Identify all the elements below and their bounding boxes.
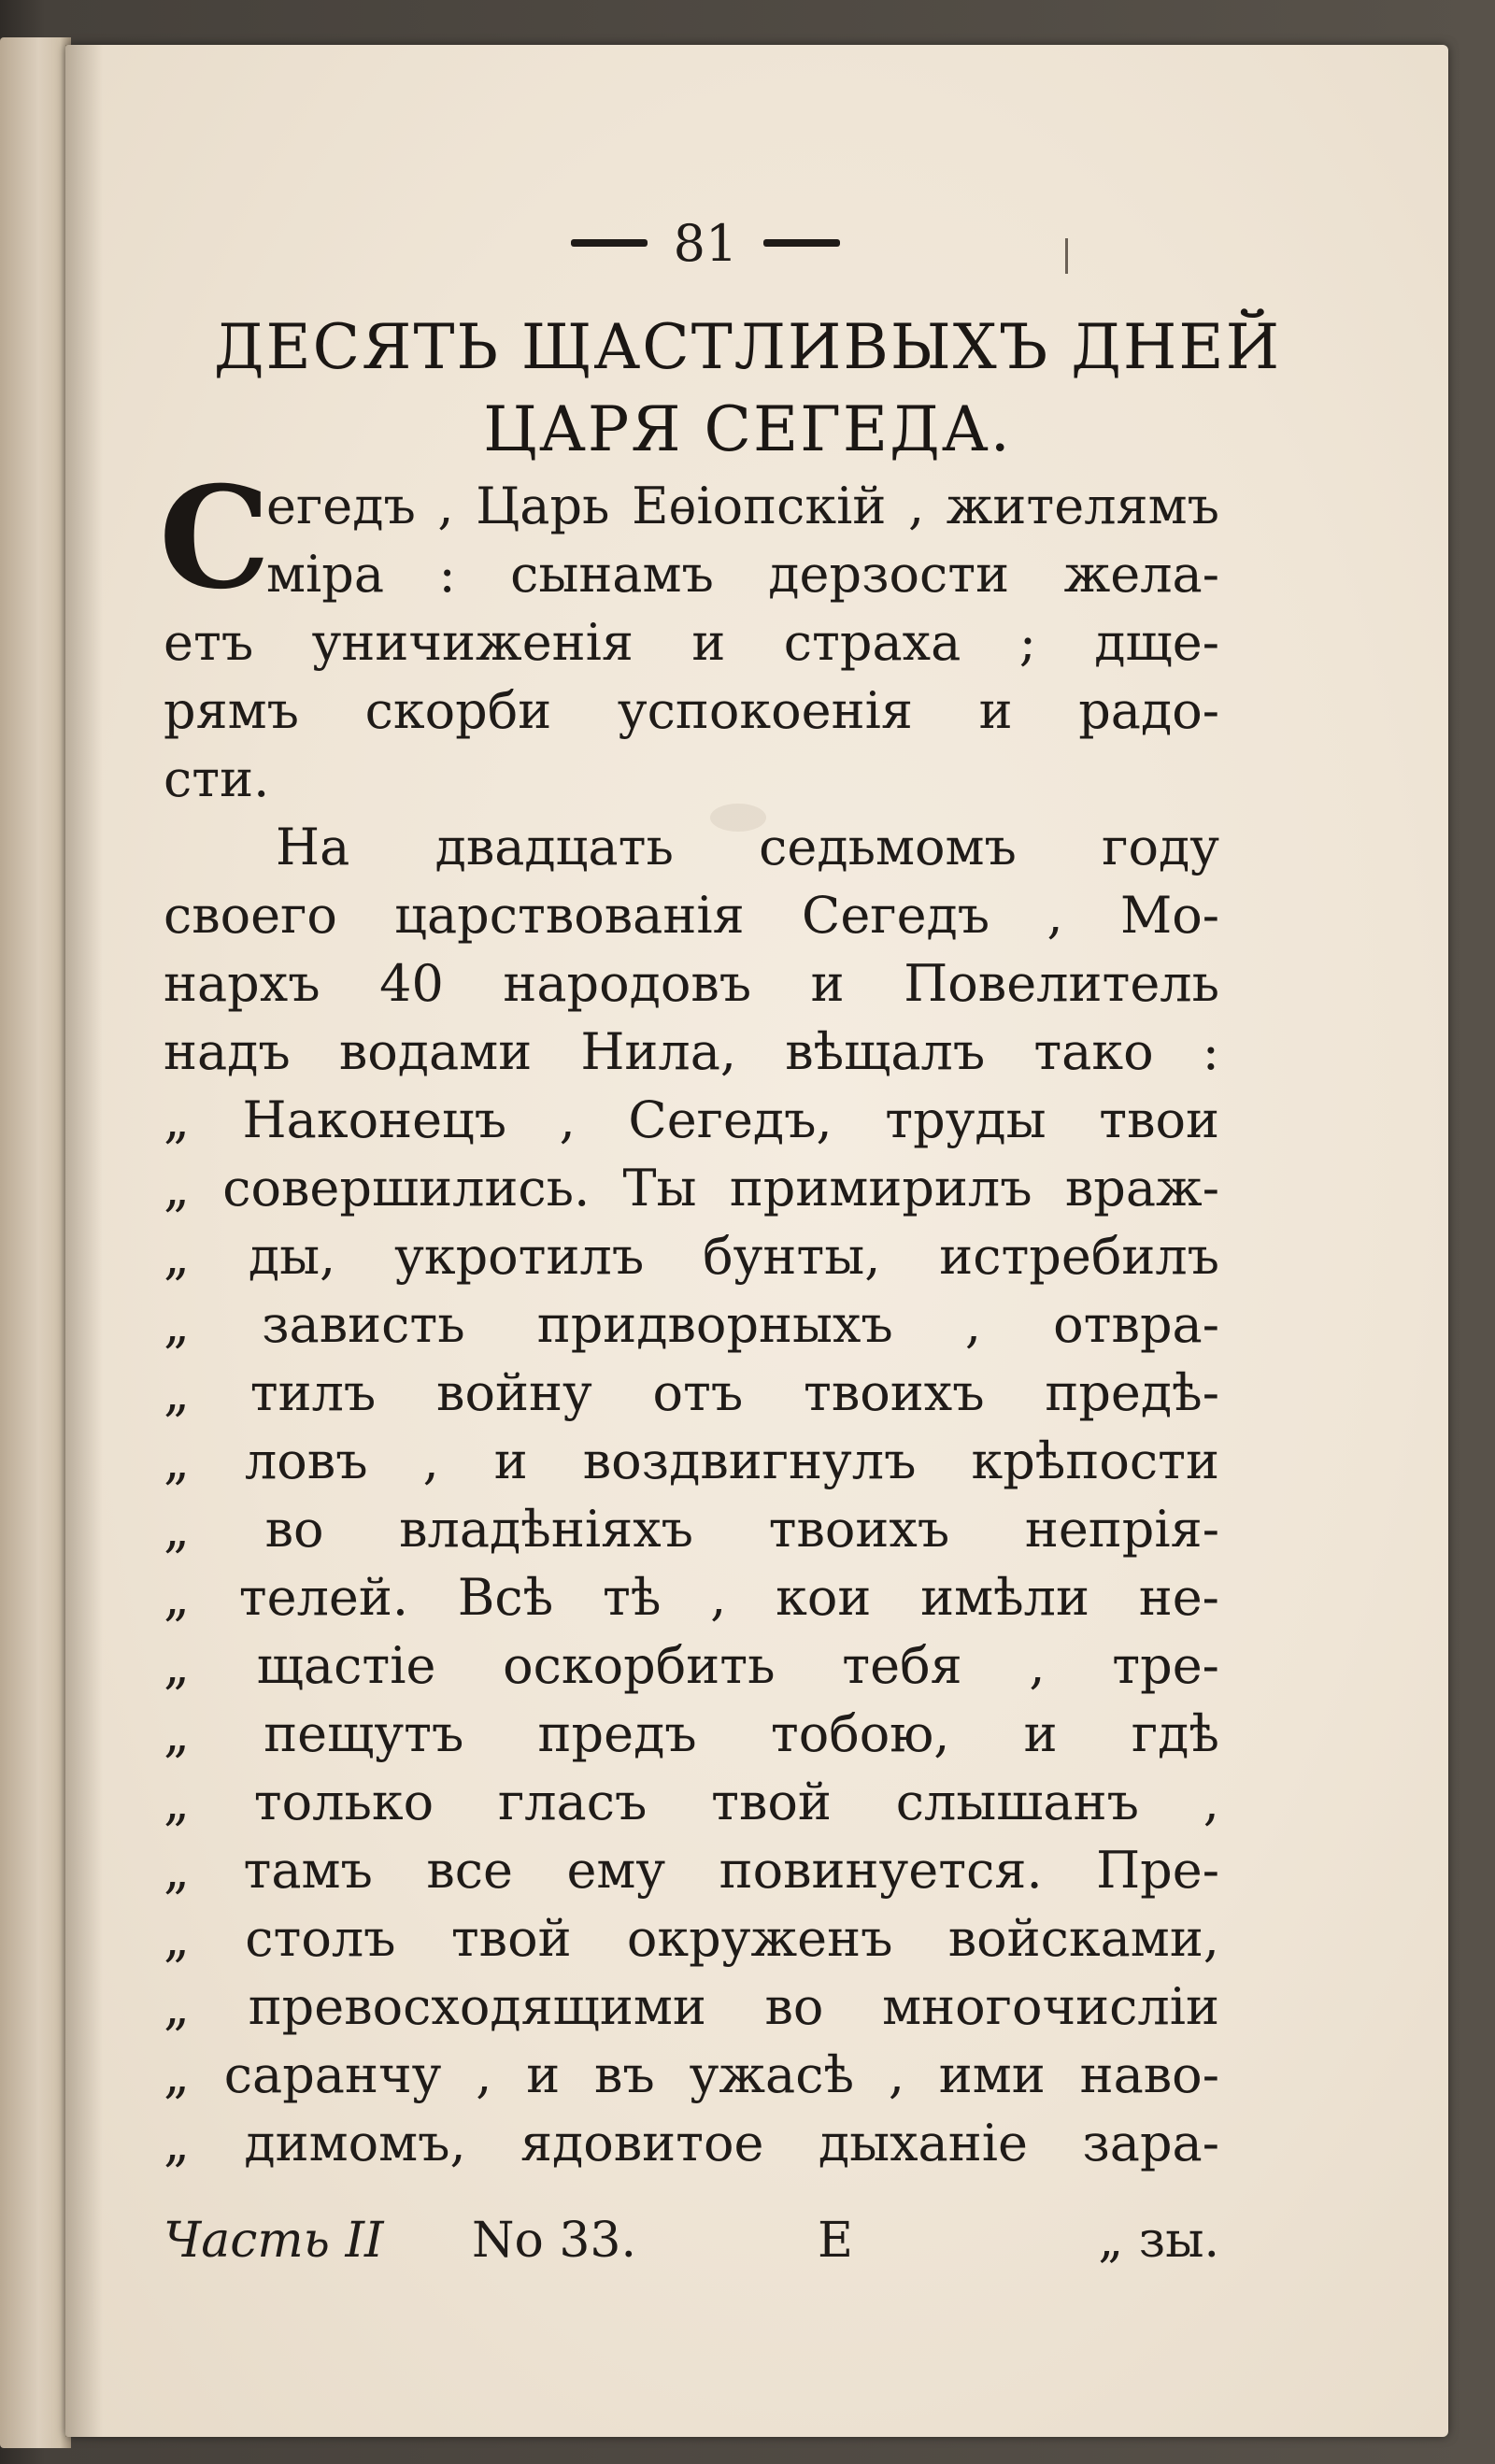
word: отъ bbox=[652, 1363, 744, 1422]
word: Мо- bbox=[1119, 886, 1219, 945]
word: , bbox=[1029, 1636, 1046, 1695]
word: во bbox=[764, 1977, 824, 2036]
text-line bbox=[164, 2109, 1219, 2177]
text-line bbox=[164, 1018, 1219, 1086]
word: „ bbox=[164, 1159, 190, 1218]
word: „ bbox=[164, 1636, 190, 1695]
word: „ bbox=[164, 2045, 190, 2104]
word: тобою, bbox=[770, 1704, 950, 1763]
word: зависть bbox=[262, 1295, 465, 1354]
word: ядовитое bbox=[520, 2114, 764, 2172]
word: , bbox=[559, 1090, 576, 1149]
word: твой bbox=[450, 1909, 572, 1968]
footer-sheet-letter: Е bbox=[818, 2213, 853, 2269]
word: уничиженія bbox=[311, 613, 634, 672]
word: тѣ bbox=[602, 1568, 662, 1627]
word: народовъ bbox=[503, 954, 752, 1013]
word: успокоенія bbox=[617, 681, 913, 740]
page-number: 81 bbox=[673, 213, 738, 273]
text-line bbox=[164, 677, 1219, 745]
word: „ bbox=[164, 1431, 190, 1490]
word: Нила, bbox=[580, 1022, 737, 1081]
word: тамъ bbox=[243, 1841, 373, 1900]
word: предъ bbox=[537, 1704, 697, 1763]
word: , bbox=[422, 1431, 439, 1490]
word: , bbox=[907, 477, 925, 535]
footer-issue-number: No 33. bbox=[472, 2213, 637, 2269]
text-line bbox=[164, 1973, 1219, 2041]
word: тебя bbox=[842, 1636, 962, 1695]
word: непрія- bbox=[1024, 1500, 1219, 1559]
word: дерзости bbox=[768, 545, 1010, 604]
word: димомъ, bbox=[244, 2114, 466, 2172]
word: окруженъ bbox=[626, 1909, 893, 1968]
word: 40 bbox=[379, 954, 444, 1013]
word: жителямъ bbox=[946, 477, 1219, 535]
word: владѣніяхъ bbox=[399, 1500, 694, 1559]
text-line bbox=[164, 1086, 1219, 1154]
word: и bbox=[1023, 1704, 1058, 1763]
word: , bbox=[1046, 886, 1063, 945]
word: „ bbox=[164, 1090, 190, 1149]
word: имѣли bbox=[920, 1568, 1089, 1627]
word: наво- bbox=[1079, 2045, 1219, 2104]
word: труды bbox=[885, 1090, 1046, 1149]
word: ; bbox=[1018, 613, 1036, 672]
word: ему bbox=[566, 1841, 666, 1900]
word: столъ bbox=[245, 1909, 396, 1968]
word: седьмомъ bbox=[759, 818, 1017, 876]
word: воздвигнулъ bbox=[582, 1431, 917, 1490]
word: придворныхъ bbox=[536, 1295, 893, 1354]
word: страха bbox=[783, 613, 961, 672]
footer-catchword: „ зы. bbox=[1098, 2213, 1219, 2269]
word: міра bbox=[266, 545, 385, 604]
text-line bbox=[164, 1154, 1219, 1222]
title-line-2: ЦАРЯ СЕГЕДА. bbox=[483, 393, 1012, 465]
word: егедъ bbox=[266, 477, 416, 535]
word: все bbox=[426, 1841, 513, 1900]
word: „ bbox=[164, 2114, 190, 2172]
word: ужасѣ bbox=[689, 2045, 855, 2104]
word: , bbox=[710, 1568, 727, 1627]
word: пещутъ bbox=[263, 1704, 464, 1763]
word: : bbox=[1202, 1022, 1219, 1081]
word: Пре- bbox=[1096, 1841, 1219, 1900]
word: скорби bbox=[364, 681, 552, 740]
word: превосходящими bbox=[248, 1977, 706, 2036]
word: не- bbox=[1138, 1568, 1219, 1627]
text-line bbox=[164, 472, 1219, 540]
text-line bbox=[164, 881, 1219, 949]
word: водами bbox=[338, 1022, 533, 1081]
word: , bbox=[476, 2045, 492, 2104]
word: тилъ bbox=[249, 1363, 377, 1422]
text-line bbox=[164, 1836, 1219, 1904]
text-line bbox=[164, 2041, 1219, 2109]
text-line bbox=[164, 1700, 1219, 1768]
word: истребилъ bbox=[939, 1227, 1219, 1286]
word: тре- bbox=[1112, 1636, 1219, 1695]
word: „ bbox=[164, 1841, 190, 1900]
word: оскорбить bbox=[503, 1636, 776, 1695]
word: „ bbox=[164, 1227, 190, 1286]
word: укротилъ bbox=[394, 1227, 645, 1286]
word: „ bbox=[164, 1704, 190, 1763]
word: ловъ bbox=[244, 1431, 368, 1490]
text-line bbox=[164, 1631, 1219, 1700]
word: гдѣ bbox=[1131, 1704, 1219, 1763]
word: , bbox=[437, 477, 454, 535]
word: дще- bbox=[1094, 613, 1219, 672]
word: „ bbox=[164, 1568, 190, 1627]
word: сынамъ bbox=[510, 545, 714, 604]
word: и bbox=[810, 954, 845, 1013]
text-line bbox=[164, 540, 1219, 608]
word: „ bbox=[164, 1363, 190, 1422]
word: тако bbox=[1033, 1022, 1154, 1081]
page-header bbox=[537, 210, 874, 276]
word: Царь bbox=[476, 477, 610, 535]
word: твоихъ bbox=[804, 1363, 985, 1422]
text-line bbox=[164, 1359, 1219, 1427]
paragraph-1 bbox=[159, 456, 1219, 813]
page-footer bbox=[164, 2213, 1219, 2278]
body-text bbox=[159, 456, 1219, 2177]
drop-cap: С bbox=[159, 456, 271, 620]
word: „ bbox=[164, 1909, 190, 1968]
word: телей. bbox=[238, 1568, 408, 1627]
margin-mark bbox=[1065, 238, 1068, 274]
word: „ bbox=[164, 1500, 190, 1559]
word: слышанъ bbox=[895, 1773, 1139, 1831]
text-line: сти. bbox=[164, 749, 270, 808]
word: враж- bbox=[1064, 1159, 1219, 1218]
word: многочисліи bbox=[882, 1977, 1219, 2036]
word: жела- bbox=[1063, 545, 1219, 604]
word: своего bbox=[164, 886, 337, 945]
word: нархъ bbox=[164, 954, 320, 1013]
text-line bbox=[164, 1290, 1219, 1359]
word: вѣщалъ bbox=[785, 1022, 986, 1081]
word: году bbox=[1102, 818, 1219, 876]
word: зара- bbox=[1082, 2114, 1219, 2172]
word: твои bbox=[1099, 1090, 1219, 1149]
word: : bbox=[438, 545, 456, 604]
word: кои bbox=[776, 1568, 872, 1627]
word: „ bbox=[164, 1295, 190, 1354]
word: твой bbox=[711, 1773, 832, 1831]
text-line bbox=[164, 1563, 1219, 1631]
word: Сегедъ, bbox=[628, 1090, 833, 1149]
page-gutter-shadow bbox=[65, 45, 103, 2437]
header-rule-right bbox=[763, 239, 840, 247]
word: повинуется. bbox=[719, 1841, 1043, 1900]
word: крѣпости bbox=[971, 1431, 1219, 1490]
word: щастіе bbox=[256, 1636, 436, 1695]
word: гласъ bbox=[497, 1773, 648, 1831]
facing-page-edge bbox=[0, 37, 71, 2448]
chapter-title bbox=[150, 306, 1346, 471]
word: саранчу bbox=[223, 2045, 442, 2104]
word: рямъ bbox=[164, 681, 299, 740]
word: Еѳіопскій bbox=[632, 477, 887, 535]
word: и bbox=[691, 613, 726, 672]
word: „ bbox=[164, 1773, 190, 1831]
text-line bbox=[164, 608, 1219, 677]
word: только bbox=[253, 1773, 434, 1831]
word: , bbox=[1203, 1773, 1219, 1831]
word: совершились. bbox=[222, 1159, 591, 1218]
text-line bbox=[164, 1427, 1219, 1495]
text-line bbox=[164, 813, 1219, 881]
word: войну bbox=[436, 1363, 592, 1422]
header-rule-left bbox=[571, 239, 648, 247]
text-line bbox=[164, 949, 1219, 1018]
word: дыханіе bbox=[818, 2114, 1028, 2172]
word: „ bbox=[164, 1977, 190, 2036]
word: примирилъ bbox=[729, 1159, 1032, 1218]
title-line-1: ДЕСЯТЬ ЩАСТЛИВЫХЪ ДНЕЙ bbox=[213, 311, 1282, 383]
word: ими bbox=[938, 2045, 1046, 2104]
word: предѣ- bbox=[1045, 1363, 1219, 1422]
word: бунты, bbox=[703, 1227, 881, 1286]
footer-signature: Часть II bbox=[164, 2213, 384, 2269]
word: Повелитель bbox=[904, 954, 1219, 1013]
word: въ bbox=[594, 2045, 655, 2104]
word: царствованія bbox=[394, 886, 745, 945]
word: , bbox=[964, 1295, 982, 1354]
word: Сегедъ bbox=[802, 886, 990, 945]
text-line bbox=[164, 1768, 1219, 1836]
word: На bbox=[276, 818, 350, 876]
word: твоихъ bbox=[768, 1500, 950, 1559]
word: ды, bbox=[248, 1227, 336, 1286]
word: радо- bbox=[1078, 681, 1219, 740]
word: надъ bbox=[164, 1022, 291, 1081]
word: Всѣ bbox=[457, 1568, 554, 1627]
word: двадцать bbox=[434, 818, 674, 876]
word: и bbox=[493, 1431, 528, 1490]
paragraph-2 bbox=[164, 813, 1219, 2177]
word: и bbox=[978, 681, 1013, 740]
word: , bbox=[888, 2045, 904, 2104]
word: отвра- bbox=[1053, 1295, 1219, 1354]
word: Ты bbox=[622, 1159, 697, 1218]
word: войсками, bbox=[947, 1909, 1219, 1968]
word: Наконецъ bbox=[242, 1090, 507, 1149]
text-line bbox=[164, 1222, 1219, 1290]
text-line bbox=[164, 1495, 1219, 1563]
text-line bbox=[164, 1904, 1219, 1973]
word: и bbox=[526, 2045, 561, 2104]
word: етъ bbox=[164, 613, 254, 672]
word: во bbox=[264, 1500, 324, 1559]
